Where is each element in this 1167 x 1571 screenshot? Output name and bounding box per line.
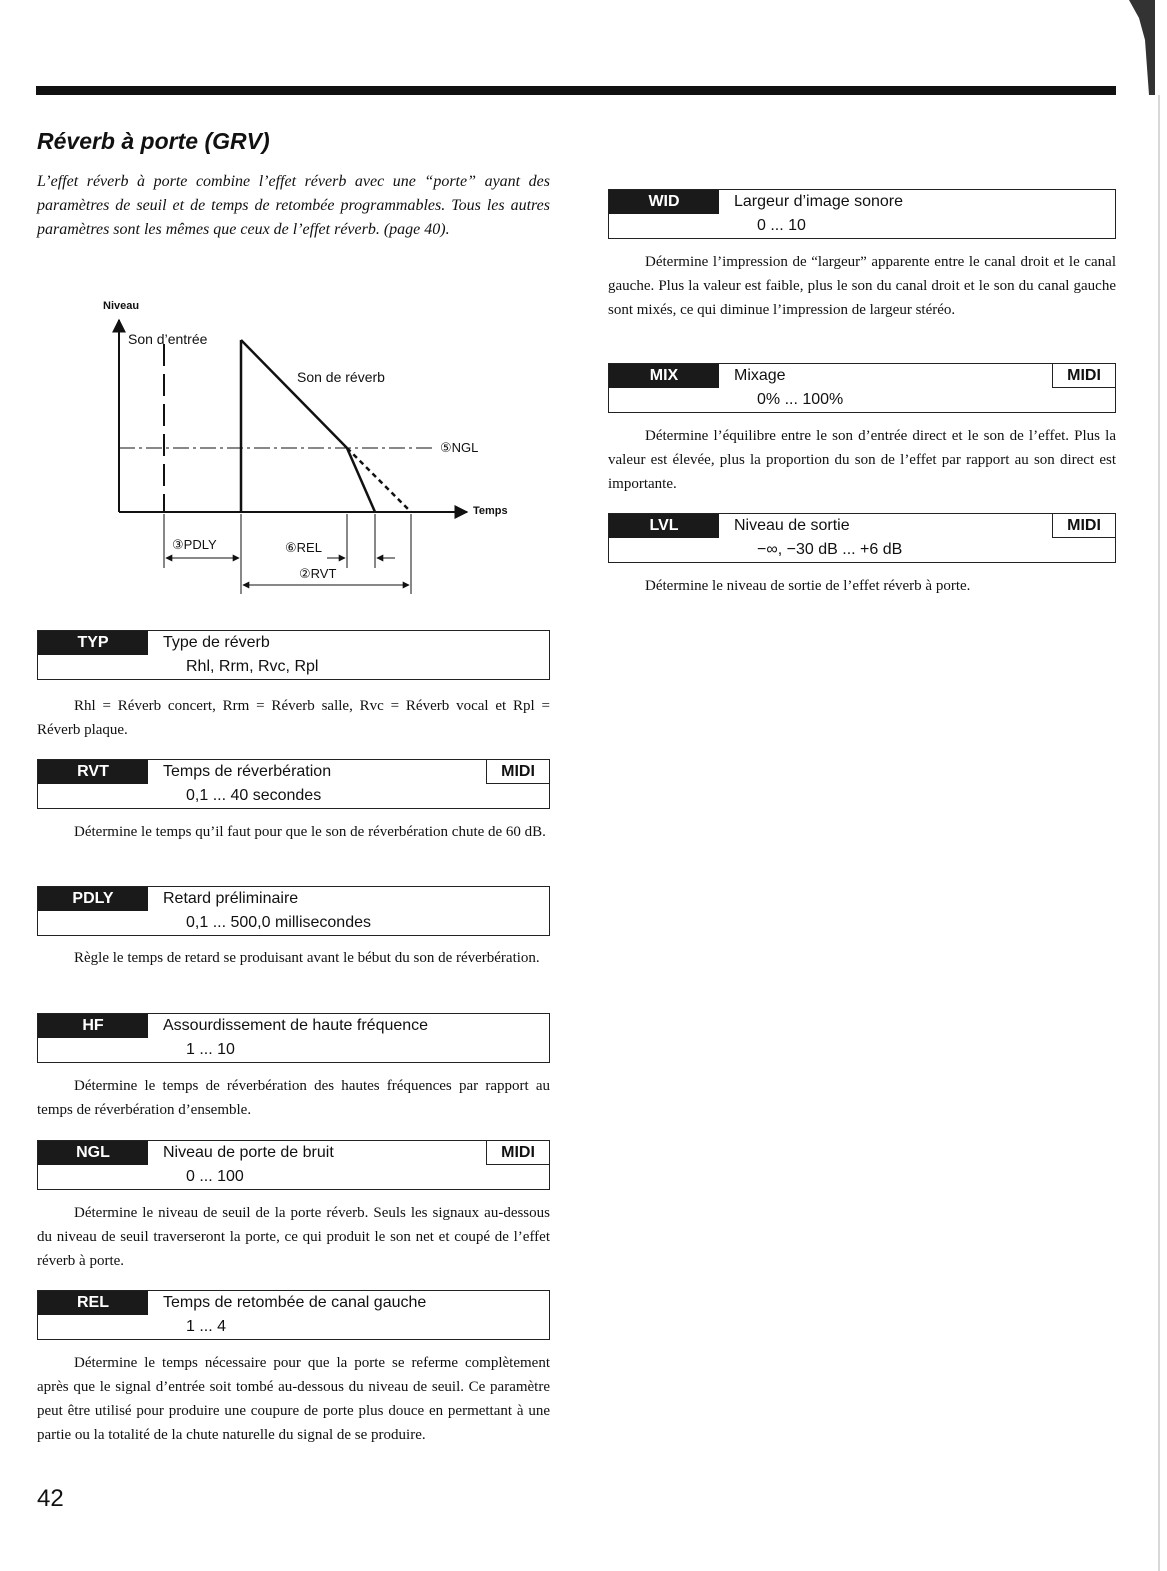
param-rel xyxy=(37,1290,550,1340)
param-tag: TYP xyxy=(38,631,148,655)
param-tag: WID xyxy=(609,190,719,214)
param-range: 1 ... 10 xyxy=(186,1041,235,1058)
param-wid-description: Détermine l’impression de “largeur” apparente entre le canal droit et le canal gauche. Plus la valeur est faible, plus le son du canal droit et le son du canal gauche sont mixés, ce qui diminue l’impression de largeur stéréo. xyxy=(608,254,1116,318)
ngl-label: ⑤NGL xyxy=(440,440,479,455)
y-axis-label: Niveau xyxy=(103,300,140,312)
page-edge-line xyxy=(1158,95,1160,1571)
input-sound-label: Son d’entrée xyxy=(128,331,208,347)
param-name: Niveau de sortie xyxy=(734,517,850,534)
param-mix-description: Détermine l’équilibre entre le son d’entrée direct et le son de l’effet. Plus la valeur est élevée, plus la proportion du son de l’effet par rapport au son direct est importante. xyxy=(608,428,1116,492)
page-edge-mark xyxy=(1119,0,1155,95)
param-lvl xyxy=(608,513,1116,563)
param-mix xyxy=(608,363,1116,413)
param-name: Assourdissement de haute fréquence xyxy=(163,1017,429,1034)
section-title: Réverb à porte (GRV) xyxy=(37,128,270,154)
param-ngl-description: Détermine le niveau de seuil de la porte réverb. Seuls les signaux au-dessous du niveau de seuil traverseront la porte, ce qui produit le son net et coupé de l’effet réverb à porte. xyxy=(37,1205,550,1269)
param-pdly xyxy=(37,886,550,936)
param-rvt-description: Détermine le temps qu’il faut pour que le son de réverbération chute de 60 dB. xyxy=(74,824,546,840)
param-tag: REL xyxy=(38,1291,148,1315)
param-typ-description: Rhl = Réverb concert, Rrm = Réverb salle, Rvc = Réverb vocal et Rpl = Réverb plaque. xyxy=(37,698,550,738)
param-name: Mixage xyxy=(734,367,786,384)
pdly-label: ③PDLY xyxy=(172,537,217,552)
param-rel-description: Détermine le temps nécessaire pour que la porte se referme complètement après que le signal d’entrée soit tombé au-dessous du niveau de seuil. Ce paramètre peut être utilisé pour produire une coupure de porte plus douce en permettant à une partie ou la totalité de la chute naturelle du signal de se produire. xyxy=(37,1355,550,1443)
param-tag: PDLY xyxy=(38,887,148,911)
param-range: Rhl, Rrm, Rvc, Rpl xyxy=(186,658,319,675)
top-rule xyxy=(36,86,1116,95)
page-number: 42 xyxy=(37,1485,64,1512)
param-name: Niveau de porte de bruit xyxy=(163,1144,334,1161)
param-name: Type de réverb xyxy=(163,634,270,651)
param-range: 0,1 ... 40 secondes xyxy=(186,787,322,804)
param-hf-description: Détermine le temps de réverbération des hautes fréquences par rapport au temps de réverbération d’ensemble. xyxy=(37,1078,550,1118)
reverb-sound-label: Son de réverb xyxy=(297,369,385,385)
param-name: Retard préliminaire xyxy=(163,890,299,907)
param-name: Temps de réverbération xyxy=(163,763,332,780)
param-name: Largeur d’image sonore xyxy=(734,193,903,210)
param-tag: HF xyxy=(38,1014,148,1038)
param-ngl xyxy=(37,1140,550,1190)
midi-badge: MIDI xyxy=(486,760,549,784)
param-rvt xyxy=(37,759,550,809)
param-tag: NGL xyxy=(38,1141,148,1165)
x-axis-label: Temps xyxy=(473,505,508,517)
midi-badge: MIDI xyxy=(486,1141,549,1165)
param-name: Temps de retombée de canal gauche xyxy=(163,1294,427,1311)
gated-reverb-diagram xyxy=(95,292,525,602)
section-intro: L’effet réverb à porte combine l’effet réverb avec une “porte” ayant des paramètres de seuil et de temps de retombée programmables. Tous les autres paramètres sont les mêmes que ceux de l’effet réverb. (page 40). xyxy=(37,173,550,238)
param-lvl-description: Détermine le niveau de sortie de l’effet réverb à porte. xyxy=(645,578,971,594)
natural-decay-line xyxy=(347,448,411,512)
param-range: 0,1 ... 500,0 millisecondes xyxy=(186,914,371,931)
param-wid xyxy=(608,189,1116,239)
param-tag: MIX xyxy=(609,364,719,388)
midi-badge: MIDI xyxy=(1052,514,1115,538)
rel-label: ⑥REL xyxy=(285,540,322,555)
reverb-decay-line xyxy=(241,340,347,448)
param-range: 0 ... 100 xyxy=(186,1168,244,1185)
rvt-label: ②RVT xyxy=(299,566,337,581)
param-range: 1 ... 4 xyxy=(186,1318,227,1335)
param-range: 0% ... 100% xyxy=(757,391,844,408)
param-hf xyxy=(37,1013,550,1063)
param-pdly-description: Règle le temps de retard se produisant avant le bébut du son de réverbération. xyxy=(74,950,540,966)
param-range: −∞, −30 dB ... +6 dB xyxy=(757,541,903,558)
param-tag: LVL xyxy=(609,514,719,538)
param-typ xyxy=(37,630,550,680)
midi-badge: MIDI xyxy=(1052,364,1115,388)
param-tag: RVT xyxy=(38,760,148,784)
param-range: 0 ... 10 xyxy=(757,217,806,234)
gated-release-line xyxy=(347,448,375,512)
